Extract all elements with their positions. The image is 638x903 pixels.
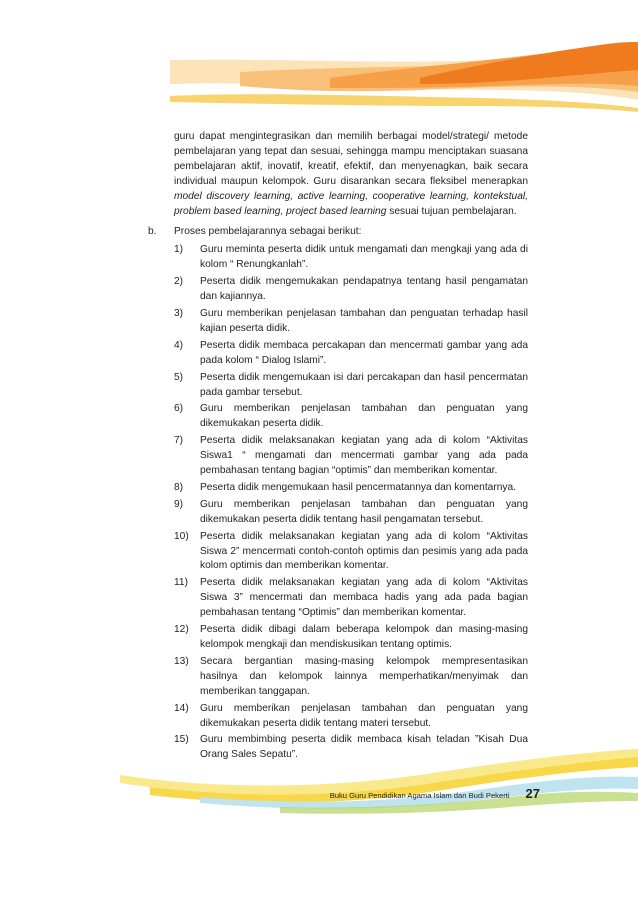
step-number: 14) — [174, 702, 189, 714]
intro-paragraph — [174, 130, 528, 219]
step-text: Guru memberikan penjelasan tambahan dan penguatan terhadap hasil kajian peserta didik. — [200, 307, 528, 334]
step-item — [174, 576, 528, 621]
step-number: 11) — [174, 577, 188, 589]
step-item — [174, 530, 528, 575]
step-text: Peserta didik melaksanakan kegiatan yang ada di kolom “Aktivitas Siswa 2” mencermati contoh-contoh optimis dan pesimis yang ada pada kolom optimis dan memberikan komentar. — [200, 530, 528, 572]
intro-text-end: sesuai tujuan pembelajaran. — [386, 205, 517, 217]
step-number: 3) — [174, 307, 184, 319]
page-footer — [290, 786, 540, 801]
step-text: Secara bergantian masing-masing kelompok mempresentasikan hasilnya dan kelompok lainnya memperhatikan/menyimak dan memberikan tanggapan. — [200, 655, 528, 697]
step-item — [174, 402, 528, 432]
step-text: Guru meminta peserta didik untuk mengamati dan mengkaji yang ada di kolom “ Renungkanlah”. — [200, 244, 528, 271]
step-number: 15) — [174, 734, 189, 746]
intro-learning-models: model discovery learning, active learning, cooperative learning, kontekstual, problem based learning, project based learning — [174, 190, 528, 217]
page-number: 27 — [525, 786, 540, 801]
step-text: Guru memberikan penjelasan tambahan dan penguatan yang dikemukakan peserta didik tentang hasil pengamatan tersebut. — [200, 498, 528, 525]
step-item — [174, 275, 528, 305]
footer-book-title: Buku Guru Pendidikan Agama Islam dan Budi Pekerti — [329, 791, 510, 800]
step-number: 2) — [174, 276, 184, 288]
step-number: 12) — [174, 624, 189, 636]
step-item — [174, 733, 528, 763]
step-number: 8) — [174, 481, 184, 493]
step-item — [174, 434, 528, 479]
step-text: Peserta didik dibagi dalam beberapa kelompok dan masing-masing kelompok mengkaji dan mendiskusikan tentang optimis. — [200, 624, 528, 650]
step-item — [174, 498, 528, 528]
step-text: Peserta didik membaca percakapan dan mencermati gambar yang ada pada kolom “ Dialog Islami”. — [200, 339, 528, 366]
step-item — [174, 243, 528, 273]
step-text: Peserta didik mengemukaan isi dari percakapan dan hasil pencermatan pada gambar tersebut. — [200, 371, 528, 398]
page-content — [148, 130, 528, 765]
step-number: 10) — [174, 530, 189, 542]
step-item — [174, 339, 528, 369]
step-text: Guru memberikan penjelasan tambahan dan penguatan yang dikemukakan peserta didik tentang materi tersebut. — [200, 702, 528, 729]
step-number: 9) — [174, 498, 184, 510]
step-number: 5) — [174, 371, 184, 383]
step-text: Peserta didik mengemukakan pendapatnya tentang hasil pengamatan dan kajiannya. — [200, 276, 528, 303]
step-text: Peserta didik melaksanakan kegiatan yang ada di kolom “Aktivitas Siswa 3” mencermati dan membaca hadis yang ada pada bagian pembahasan tentang “Optimis” dan memberikan komentar. — [200, 577, 528, 619]
step-item — [174, 371, 528, 401]
step-text: Peserta didik melaksanakan kegiatan yang ada di kolom “Aktivitas Siswa1 “ mengamati dan mencermati gambar yang ada pada pembahasan tentang bagian “optimis” dan memberikan komentar. — [200, 435, 528, 477]
step-item — [174, 307, 528, 337]
step-number: 7) — [174, 435, 184, 447]
step-text: Guru membimbing peserta didik membaca kisah teladan ”Kisah Dua Orang Sales Sepatu”. — [200, 734, 528, 761]
intro-text-start: guru dapat mengintegrasikan dan memilih berbagai model/strategi/ metode pembelajaran yang tepat dan sesuai, sehingga mampu menciptakan suasana pembelajaran aktif, inovatif, kreatif, efektif, dan menyenagkan, baik secara individual maupun kelompok. Guru disarankan secara fleksibel menerapkan — [174, 131, 528, 187]
step-number: 13) — [174, 655, 189, 667]
step-item — [174, 623, 528, 653]
step-number: 1) — [174, 244, 184, 256]
section-b-marker: b. — [148, 226, 157, 238]
step-item — [174, 655, 528, 700]
learning-steps-list — [174, 243, 528, 763]
step-item — [174, 702, 528, 732]
step-text: Peserta didik mengemukaan hasil pencermatannya dan komentarnya. — [200, 481, 516, 493]
step-item — [174, 481, 528, 496]
step-text: Guru memberikan penjelasan tambahan dan penguatan yang dikemukakan peserta didik. — [200, 403, 528, 430]
section-b-title: Proses pembelajarannya sebagai berikut: — [174, 226, 362, 238]
step-number: 6) — [174, 403, 184, 415]
top-decorative-wave — [0, 0, 638, 130]
step-number: 4) — [174, 339, 184, 351]
section-b-heading — [148, 225, 528, 240]
